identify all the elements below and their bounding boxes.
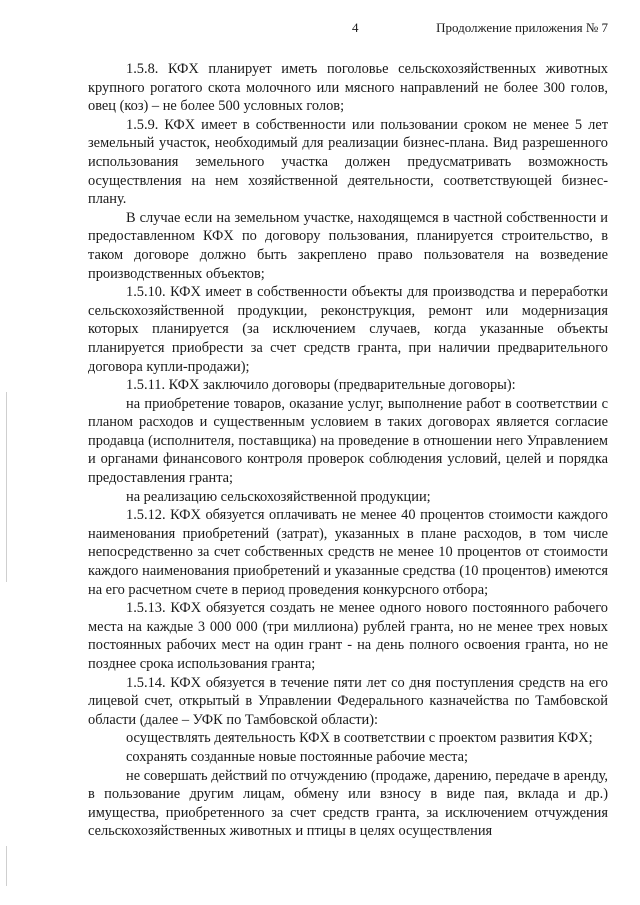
paragraph-1-5-13: 1.5.13. КФХ обязуется создать не менее одного нового постоянного рабочего места на каждые 3 000 000 (три миллиона) рублей гранта, но не менее трех новых постоянных рабочих мест на один грант - на день полного освоения гранта, но не позднее срока использования гранта; (88, 600, 608, 672)
paragraph-obligation-jobs: сохранять созданные новые постоянные рабочие места; (126, 748, 468, 765)
paragraph-obligation-no-alienation: не совершать действий по отчуждению (продаже, дарению, передаче в аренду, в пользование другим лицам, обмену или взносу в виде пая, вклада и др.) имущества, приобретенного за счет средств гранта, за исключением отчуждения сельскохозяйственных животных и птицы в целях осуществления (88, 767, 608, 840)
page-number: 4 (352, 20, 359, 35)
page-header (0, 20, 640, 38)
paragraph-1-5-12: 1.5.12. КФХ обязуется оплачивать не менее 40 процентов стоимости каждого наименования приобретений (затрат), указанных в плане расходов, в том числе непосредственно за счет собственных средств не менее 10 процентов от стоимости каждого наименования приобретений и указанные средства (10 процентов) имеются на его расчетном счете в период проведения конкурсного отбора; (88, 507, 608, 598)
paragraph-1-5-8: 1.5.8. КФХ планирует иметь поголовье сельскохозяйственных животных крупного рогатого скота молочного или мясного направлений не более 300 голов, овец (коз) – не более 500 условных голов; (88, 61, 608, 115)
document-body (88, 60, 608, 841)
paragraph-1-5-10: 1.5.10. КФХ имеет в собственности объекты для производства и переработки сельскохозяйственной продукции, реконструкция, ремонт или модернизация которых планируется (за исключением случаев, когда указанные объекты планируется приобрести за счет средств гранта, при наличии предварительного договора купли-продажи); (88, 284, 608, 375)
paragraph-obligation-activity: осуществлять деятельность КФХ в соответствии с проектом развития КФХ; (126, 730, 593, 747)
scan-margin-line (6, 392, 7, 582)
paragraph-1-5-14: 1.5.14. КФХ обязуется в течение пяти лет со дня поступления средств на его лицевой счет, открытый в Управлении Федерального казначейства по Тамбовской области (далее – УФК по Тамбовской области): (88, 674, 608, 728)
scan-margin-line (6, 846, 7, 886)
paragraph-1-5-9: 1.5.9. КФХ имеет в собственности или пользовании сроком не менее 5 лет земельный участок, необходимый для реализации бизнес-плана. Вид разрешенного использования земельного участка должен предусматривать возможность осуществления на нем хозяйственной деятельности, соответствующей бизнес-плану. (88, 116, 608, 208)
paragraph-contracts-goods: на приобретение товаров, оказание услуг, выполнение работ в соответствии с планом расходов и существенным условием в таких договорах является согласие продавца (исполнителя, поставщика) на проведение в отношении него Управлением и органами финансового контроля проверок соблюдения условий, целей и порядка предоставления гранта; (88, 395, 608, 487)
paragraph-contracts-sales: на реализацию сельскохозяйственной продукции; (126, 488, 431, 505)
paragraph-land-use-case: В случае если на земельном участке, находящемся в частной собственности и предоставленном КФХ по договору пользования, планируется строительство, в таком договоре должно быть закреплено право пользователя на возведение производственных объектов; (88, 209, 608, 282)
appendix-continuation-label: Продолжение приложения № 7 (436, 20, 608, 35)
paragraph-1-5-11: 1.5.11. КФХ заключило договоры (предварительные договоры): (126, 377, 516, 394)
